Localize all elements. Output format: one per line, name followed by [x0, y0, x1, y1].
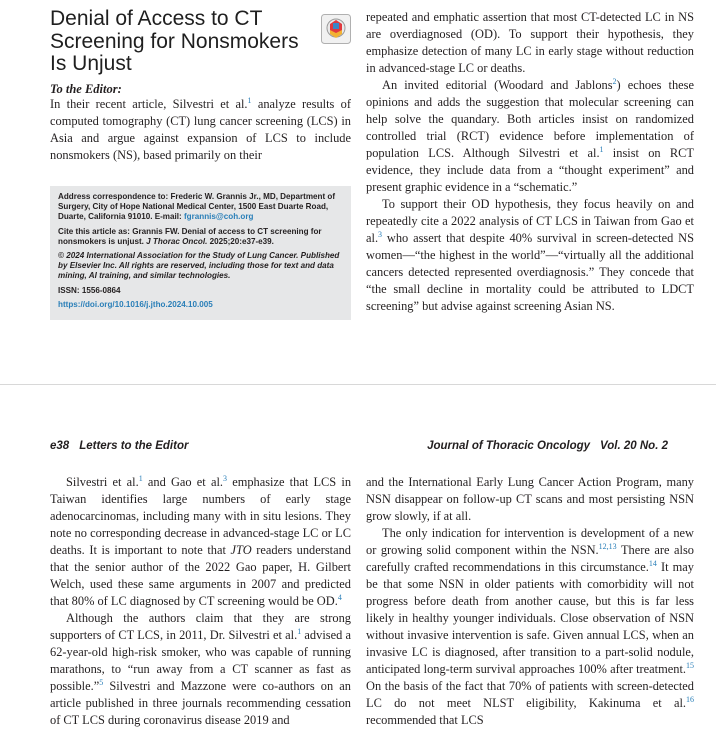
- citation-link[interactable]: 4: [337, 592, 342, 602]
- correspondence-box: [50, 186, 351, 320]
- text-run: advised a 62-year-old high-risk smoker, who was capable of running marathons, to “run away from a CT scanner as fast as possible.”: [50, 628, 351, 693]
- doi-link[interactable]: https://doi.org/10.1016/j.jtho.2024.10.005: [58, 299, 213, 309]
- citation-link[interactable]: 1: [138, 473, 143, 483]
- left-column: [50, 96, 351, 164]
- paragraph: [50, 610, 351, 729]
- citation-link[interactable]: 5: [99, 677, 104, 687]
- cite-tail: 2025;20:e37-e39.: [207, 236, 274, 246]
- text-run: recommended that LCS: [366, 713, 484, 727]
- paragraph: [50, 474, 351, 610]
- running-header-right: [427, 440, 668, 452]
- journal-abbrev: JTO: [230, 543, 252, 557]
- citation-link[interactable]: 16: [686, 694, 694, 704]
- citation-link[interactable]: 14: [648, 558, 657, 568]
- text-run: who assert that despite 40% survival in screen-detected NS women—“the highest in the world”—“virtually all the additional cancers detected represented overdiagnosis.” They concede that “the small decline in mortality could be attributed to LDCT screening” but advise against screening Asian NS.: [366, 231, 694, 313]
- journal-name: Journal of Thoracic Oncology: [427, 440, 591, 452]
- text-run: There are also carefully crafted recommendations in this circumstance.: [366, 543, 694, 574]
- citation-link[interactable]: 15: [686, 660, 694, 670]
- doi-paragraph: [58, 300, 343, 310]
- right-column: [366, 9, 694, 315]
- paragraph: [366, 196, 694, 315]
- volume-issue: Vol. 20 No. 2: [600, 440, 668, 452]
- text-run: ) echoes these opinions and adds the suggestion that molecular screening can help solve the quandary. Both articles insist on randomized controlled trial (RCT) evidence before implementation of population LCS. Although Silvestri et al.: [366, 78, 694, 160]
- paragraph: [366, 77, 694, 196]
- correspondence-address: [58, 192, 343, 223]
- page-separator: [0, 384, 716, 403]
- paragraph: [366, 525, 694, 729]
- article-page-bottom: [0, 402, 716, 727]
- email-link[interactable]: fgrannis@coh.org: [183, 212, 254, 222]
- text-run: Silvestri et al.: [66, 475, 139, 489]
- text-run: On the basis of the fact that 70% of patients with screen-detected LC do not meet NLST eligibility, Kakinuma et al.: [366, 679, 694, 710]
- running-header-left: [50, 440, 188, 452]
- citation-link[interactable]: 3: [378, 229, 383, 239]
- crossmark-icon[interactable]: [321, 14, 351, 44]
- citation-link[interactable]: 2: [612, 76, 617, 86]
- citation-link[interactable]: 1: [599, 144, 604, 154]
- text-run: The only indication for intervention is development of a new or growing solid component within the NSN.: [366, 526, 694, 557]
- text-run: readers understand that the senior author of the 2022 Gao paper, H. Gilbert Welch, used these same arguments in 2007 and predicted that 80% of LC diagnosed by CT screening would be OD.: [50, 543, 351, 608]
- address-text: Address correspondence to: Frederic W. Grannis Jr., MD, Department of Surgery, City of Hope National Medical Center, 1500 East Duarte Road, Duarte, California 91010. E-mail:: [58, 192, 336, 222]
- left-column: [50, 474, 351, 729]
- citation-link[interactable]: 3: [223, 473, 227, 483]
- text-run: Although the authors claim that they are strong supporters of CT LCS, in 2011, Dr. Silvestri et al.: [50, 611, 351, 642]
- copyright-notice: © 2024 International Association for the Study of Lung Cancer. Published by Elsevier Inc. All rights are reserved, including those for text and data mining, AI training, and similar technologies.: [58, 251, 340, 281]
- citation-link[interactable]: 1: [297, 626, 302, 636]
- cite-text: Cite this article as: Grannis FW. Denial of access to CT screening for nonsmokers is unjust.: [58, 226, 322, 246]
- paragraph: repeated and emphatic assertion that most CT-detected LC in NS are overdiagnosed (OD). To support their hypothesis, they emphasize detection of many LC in early stage without reduction in advanced-stage LC or deaths.: [366, 10, 694, 75]
- page-number: e38: [50, 440, 70, 452]
- article-title: Denial of Access to CT Screening for Nonsmokers Is Unjust: [50, 7, 299, 75]
- text-run: An invited editorial (Woodard and Jablons: [382, 78, 613, 92]
- citation-note: [58, 227, 343, 247]
- cite-journal: J Thorac Oncol.: [146, 236, 208, 246]
- text-run: Silvestri and Mazzone were co-authors on an article published in three journals recommending cessation of CT LCS during coronavirus disease 2019 and: [50, 679, 351, 727]
- text-run: emphasize that LCS in Taiwan identifies large numbers of early stage adenocarcinomas, including many with in situ lesions. They note no corresponding decrease in advanced-stage LC or LC deaths. It is important to note that: [50, 475, 352, 557]
- citation-link[interactable]: 1: [247, 95, 252, 105]
- paragraph: and the International Early Lung Cancer Action Program, many NSN disappear on follow-up CT scans and most persisting NSN grow slowly, if at all.: [366, 475, 694, 523]
- issn: ISSN: 1556-0864: [58, 285, 121, 295]
- intro-paragraph: [50, 96, 351, 164]
- section-name: Letters to the Editor: [79, 440, 189, 452]
- citation-link[interactable]: 12,13: [598, 541, 617, 551]
- text-run: It may be that some NSN in older patients with comorbidity will not progress before death from another cause, but this is far less likely in healthy younger individuals. Close observation of NSN without invasive intervention is safe. Given annual LCS, when an invasive LC is diagnosed, after transition to a part-solid nodule, anticipated long-term survival approaches 100% after treatment.: [366, 560, 694, 676]
- text-run: and Gao et al.: [142, 475, 223, 489]
- text-run: analyze results of computed tomography (CT) lung cancer screening (LCS) in Asia and argue against expansion of LCS to include nonsmokers (NS), based primarily on their: [50, 97, 352, 162]
- to-the-editor-heading: To the Editor:: [50, 82, 122, 96]
- text-run: insist on RCT evidence, they include data from a “thought experiment” and present graphic evidence in a “schematic.”: [366, 146, 694, 194]
- text-run: To support their OD hypothesis, they focus heavily on and repeatedly cite a 2022 analysis of CT LCS in Taiwan from Gao et al.: [366, 197, 694, 245]
- text-run: In their recent article, Silvestri et al.: [50, 97, 248, 111]
- right-column: [366, 474, 694, 729]
